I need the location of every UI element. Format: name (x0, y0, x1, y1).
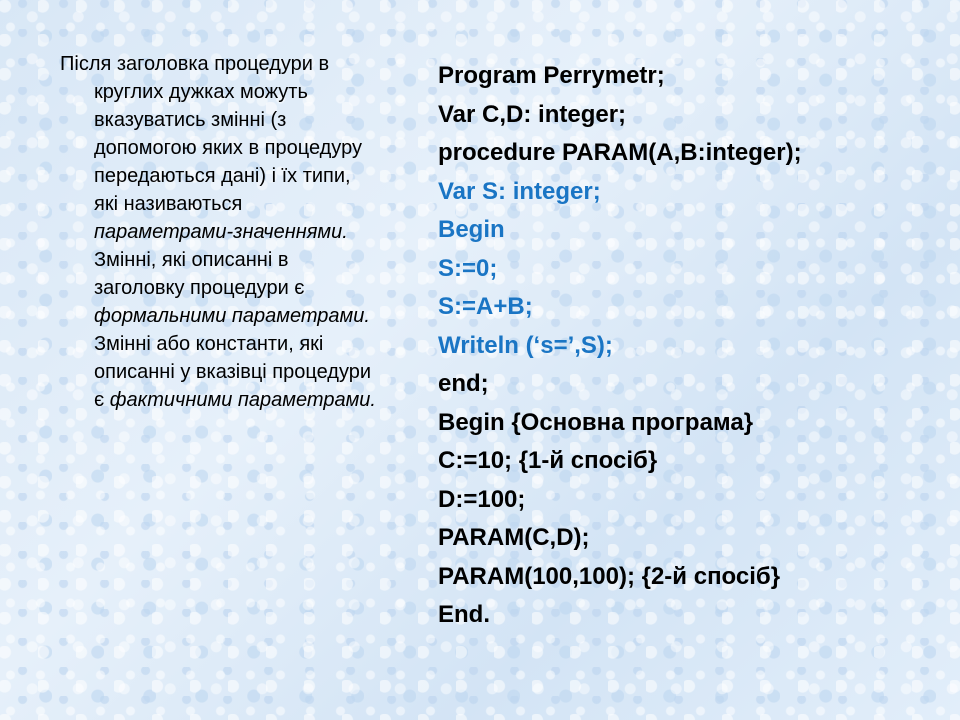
code-line: Var S: integer; (438, 177, 601, 205)
description-part-3: Змінні або константи, які описанні у вказівці процедури є (94, 333, 372, 411)
description-paragraph (60, 50, 380, 414)
term-actual-parameters: фактичними параметрами. (109, 389, 376, 411)
term-value-parameters: параметрами-значеннями. (94, 221, 348, 243)
code-line: end; (438, 370, 489, 397)
code-listing (438, 57, 938, 635)
code-line: Var C,D: integer; (438, 100, 627, 128)
code-line: D:=100; (438, 485, 526, 513)
code-line: PARAM(100,100); {2-й спосіб} (438, 562, 781, 590)
code-line: End. (438, 601, 490, 628)
code-line: Writeln (‘s=’,S); (438, 331, 613, 359)
description-part-1: Після заголовка процедури в круглих дужках можуть вказуватись змінні (з допомогою яких в процедуру передаються дані) і їх типи, які називаються (60, 53, 362, 215)
term-formal-parameters: формальними параметрами. (94, 305, 370, 327)
code-line: procedure PARAM(A,B:integer); (438, 139, 802, 166)
code-line: PARAM(C,D); (438, 524, 590, 551)
description-part-2: Змінні, які описанні в заголовку процедури є (94, 249, 305, 299)
code-line: C:=10; {1-й спосіб} (438, 447, 658, 474)
code-line: S:=0; (438, 254, 498, 282)
description-text-box (60, 50, 380, 414)
code-line: Begin (438, 216, 505, 243)
code-line: Begin {Основна програма} (438, 408, 754, 436)
code-line: S:=A+B; (438, 293, 533, 320)
code-line: Program Perrymetr; (438, 62, 665, 89)
